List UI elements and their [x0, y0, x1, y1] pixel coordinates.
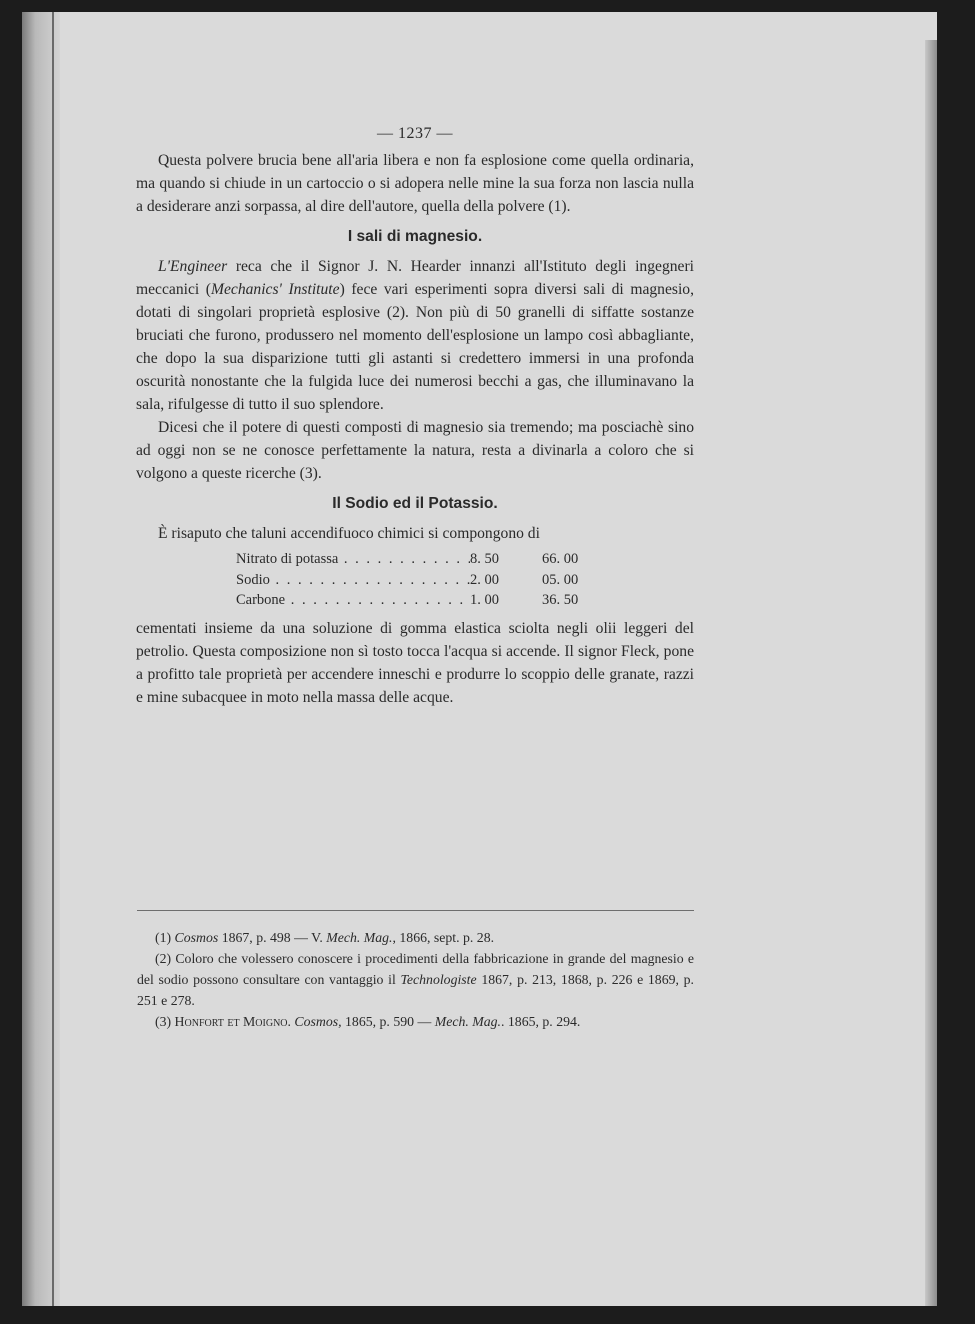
citation-text: , 1866, sept. p. 28. — [392, 930, 495, 945]
footnote-marker: (3) — [155, 1014, 175, 1029]
citation-title: Mech. Mag. — [326, 930, 393, 945]
footnotes — [137, 927, 694, 1032]
intro-paragraph: Questa polvere brucia bene all'aria libera e non fa esplosione come quella ordinaria, ma quando si chiude in un cartoccio o si adopera nelle mine la sua forza non lascia nulla a desiderare anzi sorpassa, al dire dell'autore, quella della polvere (1). — [136, 152, 694, 215]
main-text — [136, 125, 694, 709]
paragraph-cementati: cementati insieme da una soluzione di gomma elastica sciolta negli olii leggeri del petrolio. Questa composizione non sì tosto tocca l'acqua si accende. Il signor Fleck, pone a profitto tale proprietà per accendere inneschi e produrre lo scoppio delle granate, razzi e mine subacquee in moto nella massa delle acque. — [136, 619, 694, 706]
section-heading-magnesio: I sali di magnesio. — [347, 228, 483, 245]
citation-text: 1865, p. 590 — — [341, 1014, 435, 1029]
footnote-divider — [137, 910, 694, 911]
ingredient-name: Carbone . . . — [236, 590, 470, 611]
page-edge — [925, 40, 937, 1306]
ingredient-value-1: 8. 50 — [470, 551, 499, 567]
paragraph-hearder — [136, 255, 694, 416]
ingredient-name: Sodio . . . — [236, 570, 470, 591]
journal-title: L'Engineer — [158, 258, 228, 275]
binding-edge — [52, 12, 54, 1306]
composition-table — [236, 549, 694, 611]
ingredient-value-2: 05. 00 — [542, 571, 579, 588]
footnote-3 — [137, 1011, 694, 1032]
ingredient-name: Nitrato di potassa . . . — [236, 549, 470, 570]
institute-name: Mechanics' Institute — [210, 281, 340, 298]
ingredient-value-1: 1. 00 — [470, 592, 499, 608]
paragraph-risaputo: È risaputo che taluni accendifuoco chimici si compongono di — [158, 525, 540, 542]
footnote-1 — [137, 927, 694, 948]
paragraph-text: reca che il Signor J. N. Hearder innanzi all'Istituto degli ingegneri meccanici ( — [136, 258, 694, 298]
table-row — [236, 590, 694, 611]
footnote-text: 1867, p. 213, 1868, p. 226 e 1869, p. 251 e 278. — [137, 972, 694, 1008]
footnote-marker: (1) — [155, 930, 175, 945]
ingredient-value-2: 66. 00 — [542, 551, 579, 567]
citation-title: Cosmos — [174, 930, 219, 945]
paragraph-dicesi: Dicesi che il potere di questi composti di magnesio sia tremendo; ma posciachè sino ad oggi non se ne conosce perfettamente la natura, resta a divinarla a coloro che si volgono a queste ricerche (3). — [136, 419, 694, 482]
citation-title: Cosmos, — [294, 1014, 342, 1029]
table-row — [236, 549, 694, 570]
ingredient-value-1: 2. 00 — [470, 571, 499, 588]
citation-title: Technologiste — [400, 972, 477, 987]
ingredient-value-2: 36. 50 — [542, 592, 579, 608]
footnote-2 — [137, 948, 694, 1011]
binding-shadow — [22, 12, 60, 1306]
section-heading-sodio: Il Sodio ed il Potassio. — [332, 495, 498, 512]
paragraph-text: ) fece vari esperimenti sopra diversi sali di magnesio, dotati di singolari proprietà esplosive (2). Non più di 50 granelli di siffatte sostanze bruciati che furono, produssero nel momento dell'esplosione un lampo così abbagliante, che dopo la sua disparizione tutti gli astanti si credettero immersi in una profonda oscurità nonostante che la fulgida luce dei numerosi becchi a gas, che illuminavano la sala, rifulgesse di tutto il suo splendore. — [136, 281, 695, 413]
citation-title: Mech. Mag. — [434, 1014, 501, 1029]
footnote-text: (2) Coloro che volessero conoscere i procedimenti della fabbricazione in grande del magnesio e del sodio possono consultare con vantaggio il — [137, 951, 694, 987]
page-number: — 1237 — — [377, 125, 453, 142]
table-row — [236, 570, 694, 591]
citation-text: . 1865, p. 294. — [501, 1014, 581, 1029]
citation-authors: Honfort et Moigno. — [174, 1014, 291, 1029]
citation-text: 1867, p. 498 — V. — [218, 930, 327, 945]
